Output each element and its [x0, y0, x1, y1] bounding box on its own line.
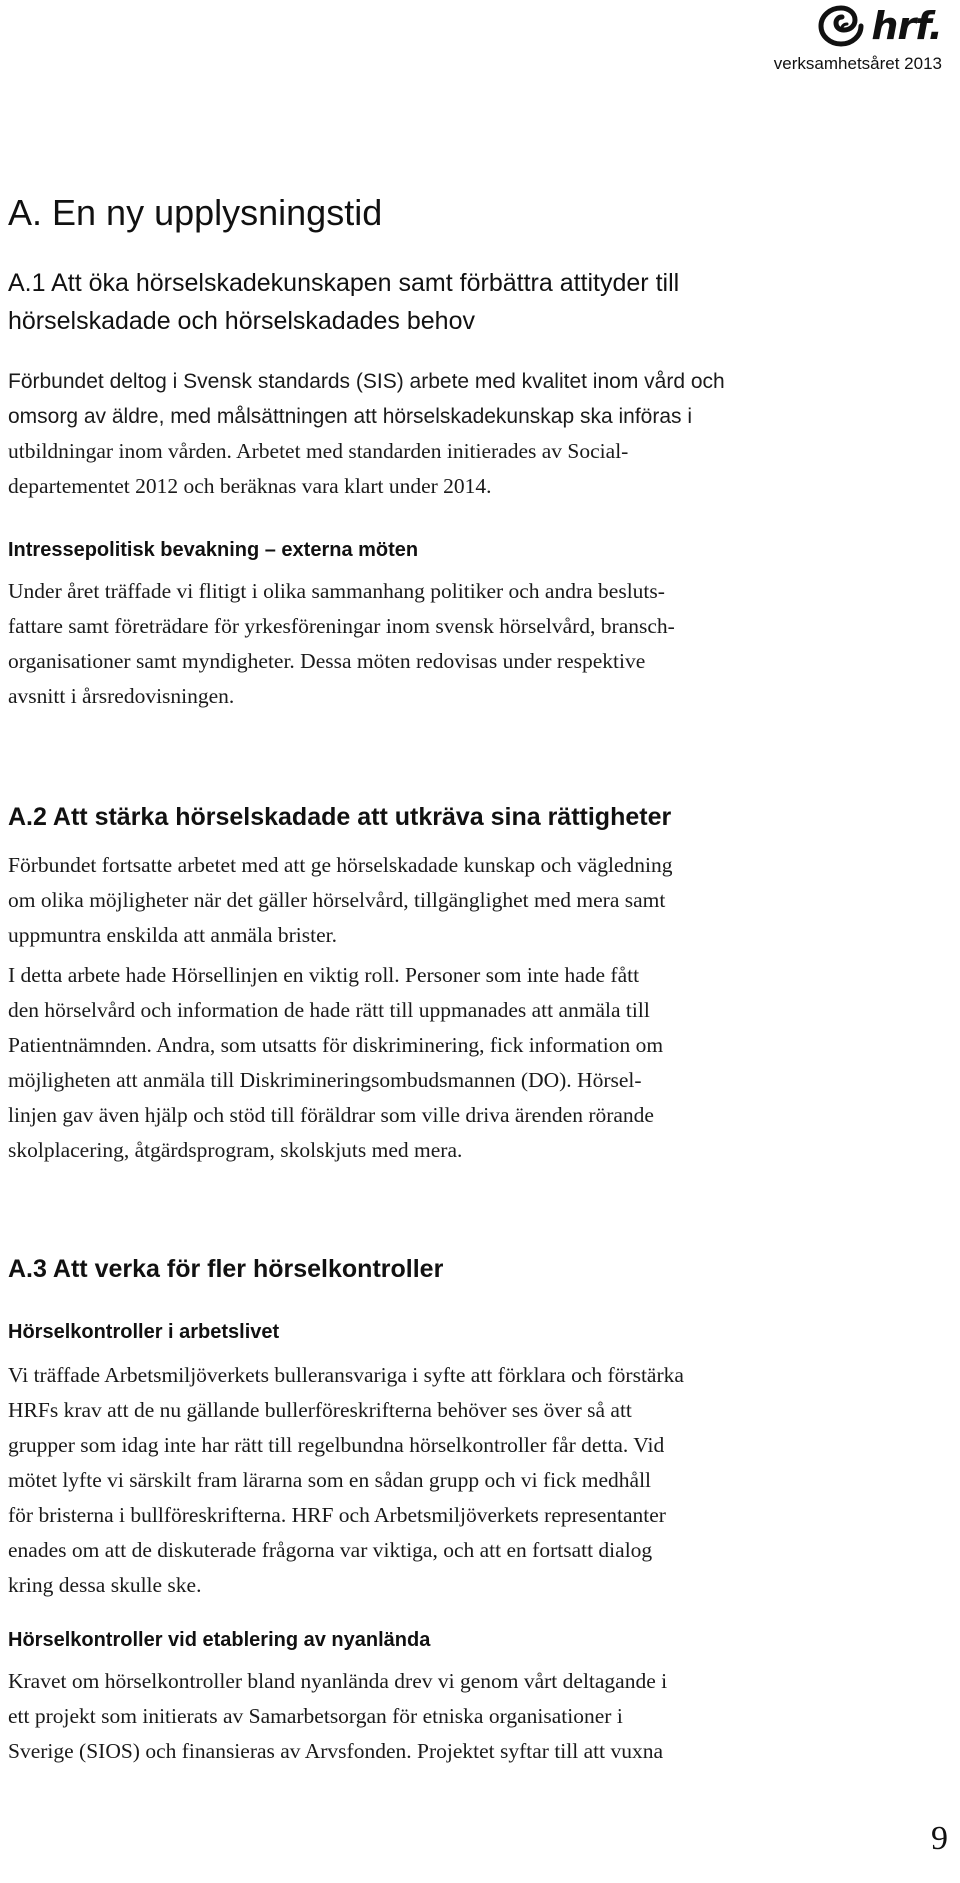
a1-subheading: Intressepolitisk bevakning – externa möten: [8, 539, 419, 561]
a2-para-line: om olika möjligheter när det gäller hörselvård, tillgänglighet med mera samt: [8, 888, 666, 912]
a1-heading-line: A.1 Att öka hörselskadekunskapen samt förbättra attityder till: [8, 269, 680, 297]
hrf-logo: [773, 2, 942, 88]
a1-sub-para-line: organisationer samt myndigheter. Dessa möten redovisas under respektive: [8, 649, 646, 673]
a3-para-line: Sverige (SIOS) och finansieras av Arvsfonden. Projektet syftar till att vuxna: [8, 1739, 664, 1763]
report-year-label: verksamhetsåret 2013: [773, 54, 942, 73]
a2-para-line: linjen gav även hjälp och stöd till föräldrar som ville driva ärenden rörande: [8, 1103, 654, 1127]
a2-para-line: möjligheten att anmäla till Diskrimineringsombudsmannen (DO). Hörsel-: [8, 1068, 642, 1092]
page-number: 9: [931, 1820, 948, 1857]
a3-para-line: HRFs krav att de nu gällande bullerföreskrifterna behöver ses över så att: [8, 1398, 632, 1422]
a3-para-line: enades om att de diskuterade frågorna var viktiga, och att en fortsatt dialog: [8, 1538, 653, 1562]
a1-sub-paragraph: [8, 574, 948, 714]
swirl-logo-icon: [817, 4, 869, 48]
a2-heading: A.2 Att stärka hörselskadade att utkräva sina rättigheter: [8, 803, 672, 831]
a1-para-line: Förbundet deltog i Svensk standards (SIS) arbete med kvalitet inom vård och: [8, 370, 725, 393]
a1-heading-line: hörselskadade och hörselskadades behov: [8, 307, 475, 335]
logo-wordmark: hrf.: [871, 4, 942, 48]
a3-para-line: grupper som idag inte har rätt till regelbundna hörselkontroller får detta. Vid: [8, 1433, 665, 1457]
section-title: A. En ny upplysningstid: [8, 192, 383, 233]
a3-subheading-workplace: Hörselkontroller i arbetslivet: [8, 1321, 280, 1343]
a1-para-line: utbildningar inom vården. Arbetet med standarden initierades av Social-: [8, 439, 629, 463]
a2-paragraph-2: [8, 958, 948, 1168]
a3-subheading-newcomers: Hörselkontroller vid etablering av nyanlända: [8, 1629, 431, 1651]
a1-heading: [8, 264, 938, 340]
a2-para-line: uppmuntra enskilda att anmäla brister.: [8, 923, 337, 947]
a1-sub-para-line: avsnitt i årsredovisningen.: [8, 684, 235, 708]
a3-para-line: Kravet om hörselkontroller bland nyanlända drev vi genom vårt deltagande i: [8, 1669, 668, 1693]
a1-paragraph: [8, 364, 948, 504]
a3-paragraph-workplace: [8, 1358, 948, 1603]
a2-para-line: Förbundet fortsatte arbetet med att ge hörselskadade kunskap och vägledning: [8, 853, 673, 877]
a2-para-line: Patientnämnden. Andra, som utsatts för diskriminering, fick information om: [8, 1033, 664, 1057]
a3-para-line: kring dessa skulle ske.: [8, 1573, 202, 1597]
a2-para-line: skolplacering, åtgärdsprogram, skolskjuts med mera.: [8, 1138, 463, 1162]
a3-para-line: ett projekt som initierats av Samarbetsorgan för etniska organisationer i: [8, 1704, 623, 1728]
a3-para-line: Vi träffade Arbetsmiljöverkets bulleransvariga i syfte att förklara och förstärka: [8, 1363, 684, 1387]
a2-para-line: I detta arbete hade Hörsellinjen en viktig roll. Personer som inte hade fått: [8, 963, 640, 987]
a2-para-line: den hörselvård och information de hade rätt till uppmanades att anmäla till: [8, 998, 650, 1022]
a2-paragraph-1: [8, 848, 948, 953]
a3-heading: A.3 Att verka för fler hörselkontroller: [8, 1255, 444, 1283]
a1-para-line: departementet 2012 och beräknas vara klart under 2014.: [8, 474, 492, 498]
a1-para-line: omsorg av äldre, med målsättningen att hörselskadekunskap ska införas i: [8, 405, 693, 428]
a3-para-line: mötet lyfte vi särskilt fram lärarna som en sådan grupp och vi fick medhåll: [8, 1468, 652, 1492]
a3-para-line: för bristerna i bullföreskrifterna. HRF och Arbetsmiljöverkets representanter: [8, 1503, 666, 1527]
a1-sub-para-line: fattare samt företrädare för yrkesföreningar inom svensk hörselvård, bransch-: [8, 614, 675, 638]
a1-sub-para-line: Under året träffade vi flitigt i olika sammanhang politiker och andra besluts-: [8, 579, 665, 603]
a3-paragraph-newcomers: [8, 1664, 948, 1769]
